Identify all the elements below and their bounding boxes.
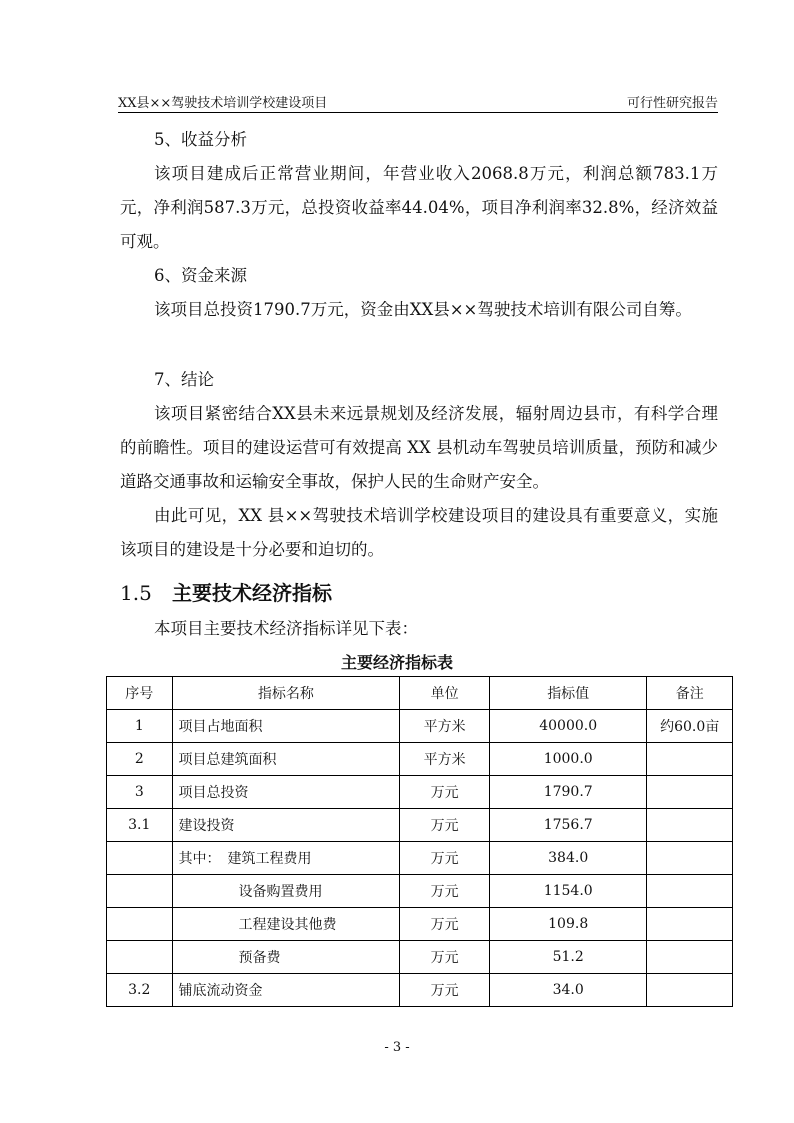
- cell-value: 40000.0: [489, 710, 646, 743]
- cell-index: 1: [107, 710, 173, 743]
- table-title: 主要经济指标表: [340, 653, 453, 672]
- col-header-name: 指标名称: [172, 677, 400, 710]
- cell-unit: 万元: [400, 908, 490, 941]
- section-intro: 本项目主要技术经济指标详见下表：: [154, 619, 418, 638]
- cell-value: 109.8: [489, 908, 646, 941]
- table-row: [107, 710, 733, 743]
- cell-index: [107, 908, 173, 941]
- cell-name: 项目总投资: [172, 776, 400, 809]
- cell-name: 其中： 建筑工程费用: [172, 842, 400, 875]
- cell-index: 3.2: [107, 974, 173, 1007]
- heading-income-analysis: 5、收益分析: [154, 130, 247, 149]
- heading-funding-source: 6、资金来源: [154, 266, 247, 285]
- cell-note: 约60.0亩: [647, 710, 733, 743]
- col-header-value: 指标值: [489, 677, 646, 710]
- paragraph-conclusion-1: 该项目紧密结合XX县未来远景规划及经济发展，辐射周边县市，有科学合理的前瞻性。项目的建设运营可有效提高 XX 县机动车驾驶员培训质量，预防和减少道路交通事故和运输安全事故，保护人民的生命财产安全。: [120, 404, 718, 491]
- col-header-note: 备注: [647, 677, 733, 710]
- section-number: 1.5: [120, 581, 152, 605]
- cell-index: [107, 842, 173, 875]
- cell-note: [647, 941, 733, 974]
- header-report-type: 可行性研究报告: [626, 96, 718, 111]
- cell-value: 1790.7: [489, 776, 646, 809]
- cell-unit: 万元: [400, 776, 490, 809]
- cell-index: 2: [107, 743, 173, 776]
- cell-name: 设备购置费用: [172, 875, 400, 908]
- cell-unit: 平方米: [400, 710, 490, 743]
- cell-note: [647, 842, 733, 875]
- cell-index: [107, 941, 173, 974]
- cell-name: 预备费: [172, 941, 400, 974]
- table-row: [107, 809, 733, 842]
- cell-value: 34.0: [489, 974, 646, 1007]
- cell-note: [647, 809, 733, 842]
- table-row: [107, 743, 733, 776]
- cell-value: 1154.0: [489, 875, 646, 908]
- table-row: [107, 776, 733, 809]
- section-heading: [120, 577, 332, 606]
- col-header-index: 序号: [107, 677, 173, 710]
- cell-unit: 万元: [400, 842, 490, 875]
- cell-index: [107, 875, 173, 908]
- heading-conclusion: 7、结论: [154, 370, 214, 389]
- cell-unit: 万元: [400, 941, 490, 974]
- section-title-text: 主要技术经济指标: [172, 581, 332, 605]
- cell-value: 384.0: [489, 842, 646, 875]
- cell-value: 51.2: [489, 941, 646, 974]
- cell-value: 1000.0: [489, 743, 646, 776]
- cell-name: 建设投资: [172, 809, 400, 842]
- table-row: [107, 974, 733, 1007]
- cell-index: 3: [107, 776, 173, 809]
- cell-unit: 万元: [400, 809, 490, 842]
- cell-value: 1756.7: [489, 809, 646, 842]
- table-row: [107, 908, 733, 941]
- cell-name: 铺底流动资金: [172, 974, 400, 1007]
- page-header: [118, 88, 718, 113]
- cell-note: [647, 776, 733, 809]
- table-row: [107, 875, 733, 908]
- cell-name: 工程建设其他费: [172, 908, 400, 941]
- cell-unit: 平方米: [400, 743, 490, 776]
- cell-index: 3.1: [107, 809, 173, 842]
- page-number: - 3 -: [384, 1040, 410, 1055]
- paragraph-conclusion-2: 由此可见，XX 县××驾驶技术培训学校建设项目的建设具有重要意义，实施该项目的建设是十分必要和迫切的。: [120, 506, 718, 559]
- paragraph-income-analysis: 该项目建成后正常营业期间，年营业收入2068.8万元，利润总额783.1万元，净利润587.3万元，总投资收益率44.04%，项目净利润率32.8%，经济效益可观。: [120, 164, 718, 251]
- table-row: [107, 941, 733, 974]
- table-row: [107, 842, 733, 875]
- economic-indicators-table: [106, 676, 733, 1007]
- cell-note: [647, 908, 733, 941]
- col-header-unit: 单位: [400, 677, 490, 710]
- cell-note: [647, 743, 733, 776]
- cell-unit: 万元: [400, 875, 490, 908]
- header-project-title: XX县××驾驶技术培训学校建设项目: [118, 96, 328, 111]
- cell-note: [647, 974, 733, 1007]
- paragraph-funding-source: 该项目总投资1790.7万元，资金由XX县××驾驶技术培训有限公司自筹。: [154, 300, 692, 319]
- cell-name: 项目总建筑面积: [172, 743, 400, 776]
- cell-unit: 万元: [400, 974, 490, 1007]
- table-header-row: [107, 677, 733, 710]
- cell-note: [647, 875, 733, 908]
- cell-name: 项目占地面积: [172, 710, 400, 743]
